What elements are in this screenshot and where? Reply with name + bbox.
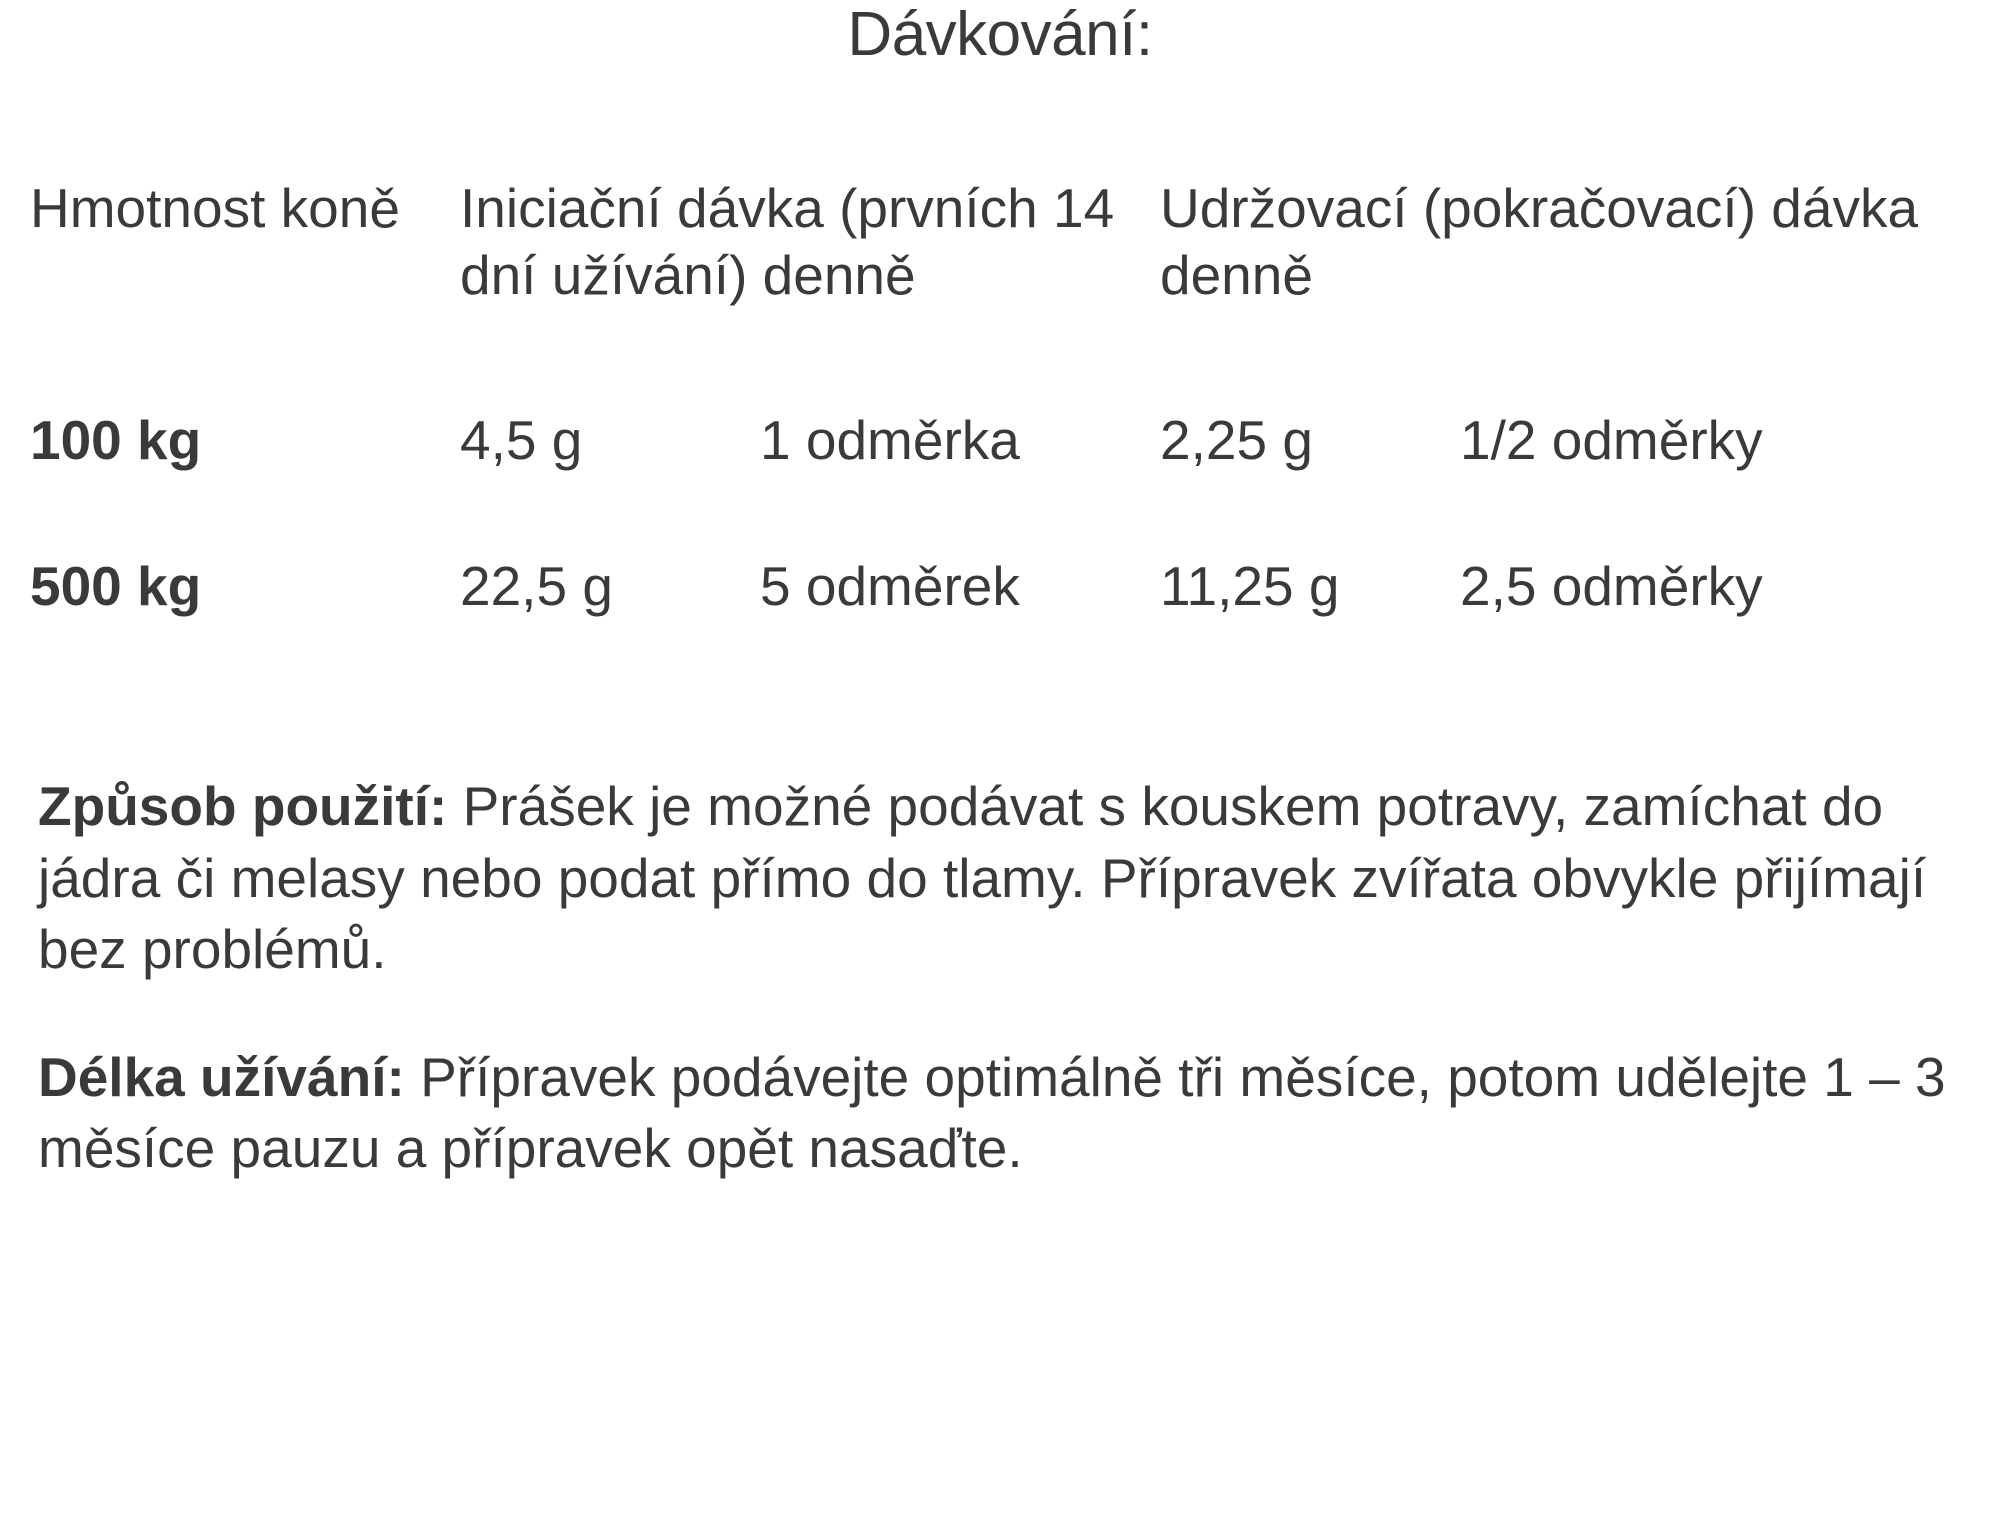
usage-text: Prášek je možné podávat s kouskem potravy, zamíchat do jádra či melasy nebo podat přímo do tlamy. Přípravek zvířata obvykle přijímají bez problémů. <box>38 775 1927 981</box>
dosage-table <box>30 175 1970 619</box>
column-header-weight: Hmotnost koně <box>30 177 400 240</box>
duration-paragraph <box>38 1042 1962 1185</box>
cell-initial-grams: 4,5 g <box>460 409 583 472</box>
cell-initial-scoops: 1 odměrka <box>760 409 1020 472</box>
cell-initial-scoops: 5 odměrek <box>760 555 1020 618</box>
instructions-block <box>30 771 1970 1185</box>
cell-maintenance-scoops: 2,5 odměrky <box>1460 555 1763 618</box>
page-title: Dávkování: <box>847 0 1153 69</box>
column-header-initial-dose: Iniciační dávka (prvních 14 dní užívání) denně <box>460 177 1115 307</box>
cell-initial-grams: 22,5 g <box>460 555 613 618</box>
duration-label: Délka užívání: <box>38 1045 405 1108</box>
cell-weight: 500 kg <box>30 555 202 618</box>
usage-label: Způsob použití: <box>38 775 448 838</box>
cell-maintenance-scoops: 1/2 odměrky <box>1460 409 1763 472</box>
table-row <box>30 309 1970 473</box>
table-row <box>30 473 1970 619</box>
cell-maintenance-grams: 2,25 g <box>1160 409 1313 472</box>
cell-maintenance-grams: 11,25 g <box>1160 555 1340 618</box>
duration-text: Přípravek podávejte optimálně tři měsíce, potom udělejte 1 – 3 měsíce pauzu a přípravek opět nasaďte. <box>38 1045 1946 1180</box>
usage-paragraph <box>38 771 1962 986</box>
table-header-row <box>30 175 1970 309</box>
cell-weight: 100 kg <box>30 409 202 472</box>
column-header-maintenance-dose: Udržovací (pokračovací) dávka denně <box>1160 177 1919 307</box>
